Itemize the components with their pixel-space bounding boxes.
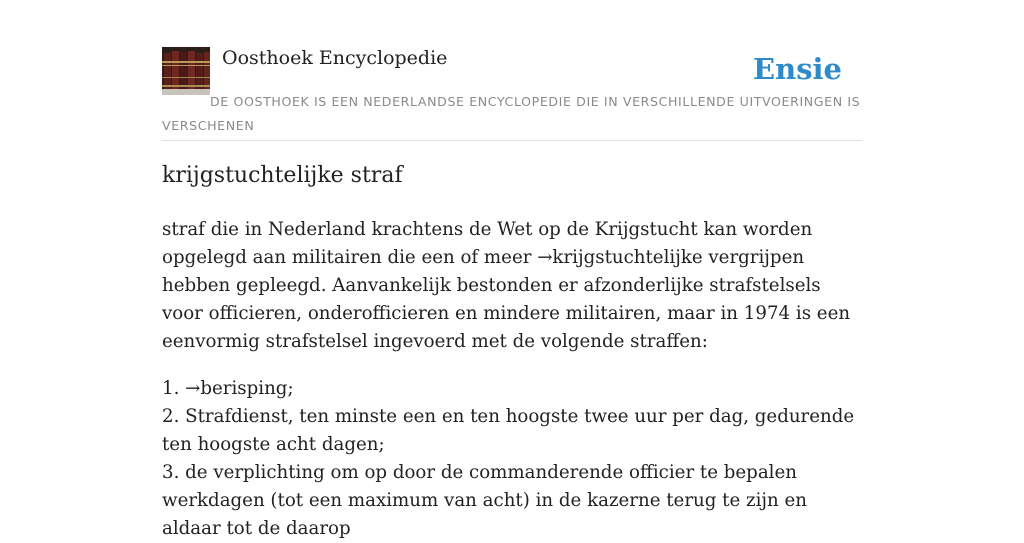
punishment-list [162, 375, 862, 543]
entry-title: krijgstuchtelijke straf [162, 163, 403, 188]
list-item [162, 375, 862, 403]
brand-logo[interactable]: Ensie [753, 52, 842, 86]
list-item: 2. Strafdienst, ten minste een en ten hoogste twee uur per dag, gedurende ten hoogste acht dagen; [162, 406, 855, 455]
paragraph-text-end: hebben gepleegd. Aanvankelijk bestonden er afzonderlijke strafstelsels voor officieren, onderofficieren en mindere militairen, maar in 1974 is een eenvormig strafstelsel ingevoerd met de volgende straffen: [162, 275, 851, 352]
entry-body [162, 216, 862, 543]
paragraph-text-start: straf die in Nederland krachtens de Wet op de Krijgstucht kan worden opgelegd aan militairen die een of meer [162, 219, 813, 268]
site-tagline: DE OOSTHOEK IS EEN NEDERLANDSE ENCYCLOPEDIE DIE IN VERSCHILLENDE UITVOERINGEN IS VERSCHENEN [162, 94, 861, 133]
encyclopedia-books-icon[interactable] [162, 47, 210, 95]
entry-paragraph [162, 216, 862, 356]
site-header [162, 44, 862, 141]
list-item-end: ; [287, 378, 294, 399]
link-krijgstuchtelijke-vergrijpen[interactable]: →krijgstuchtelijke vergrijpen [537, 247, 805, 268]
list-item-number: 1. [162, 378, 186, 399]
list-item: 3. de verplichting om op door de commanderende officier te bepalen werkdagen (tot een maximum van acht) in de kazerne terug te zijn en aldaar tot de daarop [162, 462, 808, 539]
site-title[interactable]: Oosthoek Encyclopedie [222, 47, 448, 69]
link-berisping[interactable]: →berisping [185, 378, 288, 399]
